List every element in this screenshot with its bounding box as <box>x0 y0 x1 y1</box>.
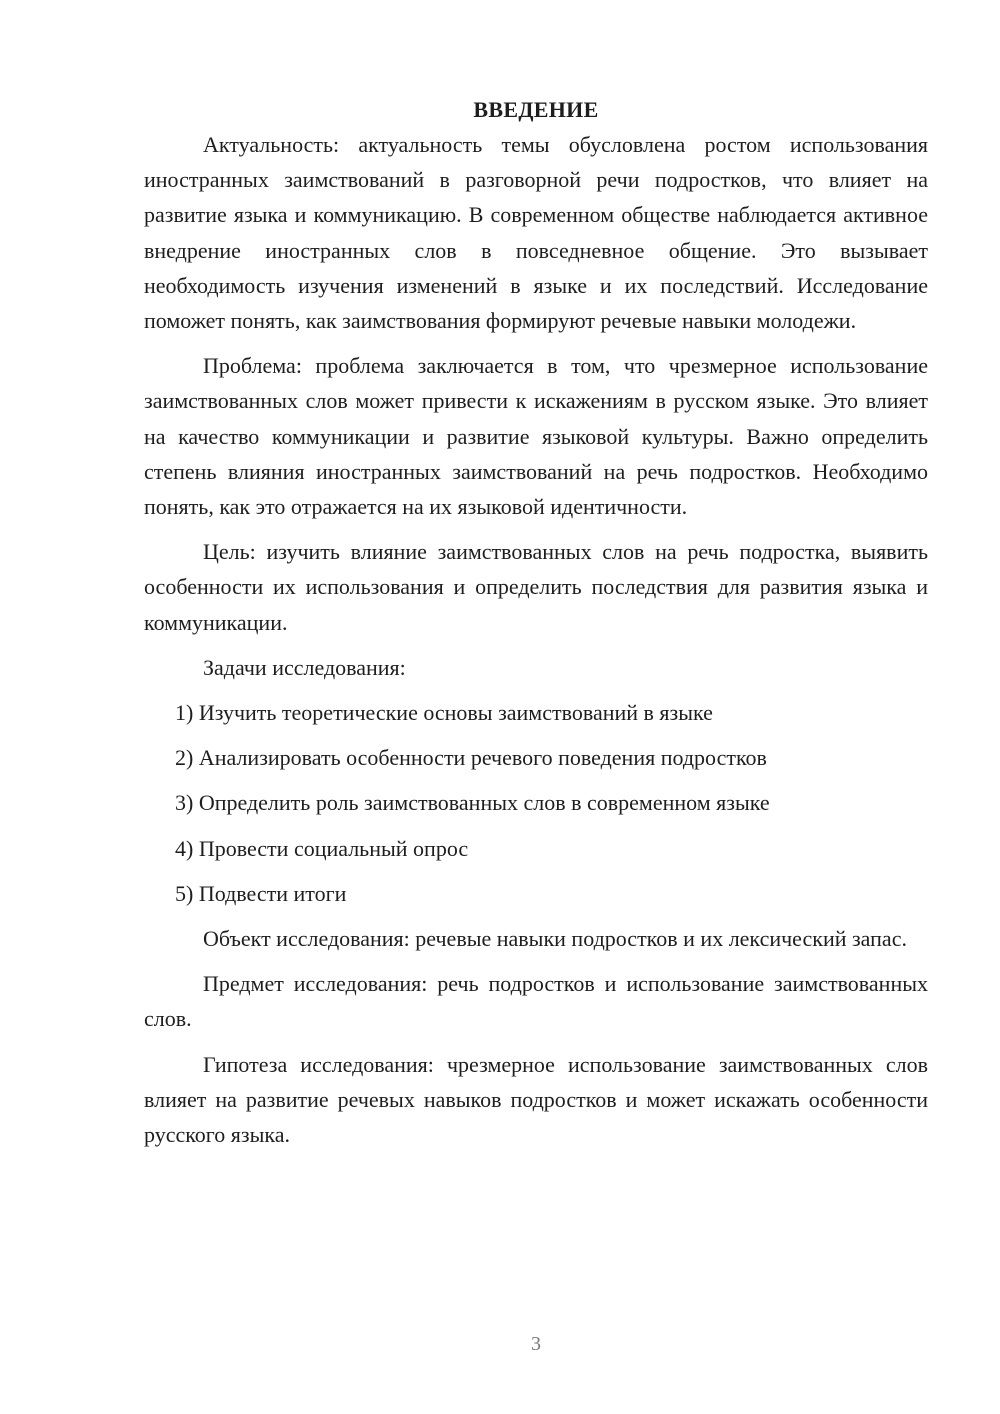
task-item: 1) Изучить теоретические основы заимствований в языке <box>175 700 713 726</box>
goal-paragraph: Цель: изучить влияние заимствованных слов на речь подростка, выявить особенности их использования и определить последствия для развития языка и коммуникации. <box>144 539 928 635</box>
page-number: 3 <box>531 1333 541 1355</box>
section-title: ВВЕДЕНИЕ <box>473 97 599 122</box>
task-item: 2) Анализировать особенности речевого поведения подростков <box>175 745 767 771</box>
hypothesis-paragraph: Гипотеза исследования: чрезмерное использование заимствованных слов влияет на развитие речевых навыков подростков и может искажать особенности русского языка. <box>144 1051 928 1148</box>
task-item: 4) Провести социальный опрос <box>175 835 469 861</box>
relevance-paragraph: Актуальность: актуальность темы обусловлена ростом использования иностранных заимствований в разговорной речи подростков, что влияет на развитие языка и коммуникацию. В современном обществе наблюдается активное внедрение иностранных слов в повседневное общение. Это вызывает необходимость изучения изменений в языке и их последствий. Исследование поможет понять, как заимствования формируют речевые навыки молодежи. <box>144 132 928 334</box>
tasks-heading: Задачи исследования: <box>203 654 406 680</box>
subject-paragraph: Предмет исследования: речь подростков и использование заимствованных слов. <box>144 971 928 1032</box>
object-paragraph: Объект исследования: речевые навыки подростков и их лексический запас. <box>203 926 907 952</box>
task-item: 3) Определить роль заимствованных слов в современном языке <box>175 790 770 816</box>
problem-paragraph: Проблема: проблема заключается в том, что чрезмерное использование заимствованных слов может привести к искажениям в русском языке. Это влияет на качество коммуникации и развитие языковой культуры. Важно определить степень влияния иностранных заимствований на речь подростков. Необходимо понять, как это отражается на их языковой идентичности. <box>144 353 928 520</box>
task-item: 5) Подвести итоги <box>175 880 347 906</box>
tasks-list <box>144 695 928 911</box>
document-page <box>144 92 928 1162</box>
